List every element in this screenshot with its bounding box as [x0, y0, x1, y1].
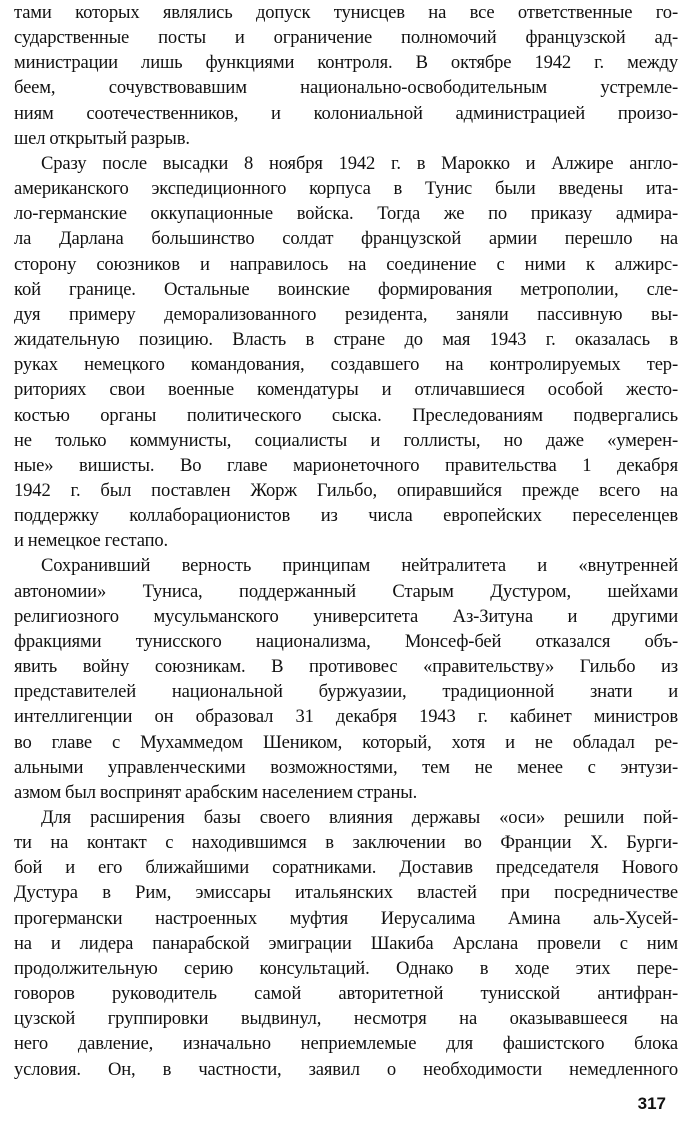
text-line: автономии» Туниса, поддержанный Старым Дустуром, шейхами: [14, 580, 678, 602]
text-line: сторону союзников и направилось на соединение с ними к алжирс-: [14, 253, 678, 275]
text-line: Для расширения базы своего влияния державы «оси» решили пой-: [41, 807, 678, 828]
text-line: прогермански настроенных муфтия Иерусалима Амина аль-Хусей-: [14, 907, 678, 929]
text-line: не только коммунисты, социалисты и голлисты, но даже «умерен-: [14, 429, 678, 451]
page-number: 317: [637, 1094, 666, 1113]
text-line: представителей национальной буржуазии, традиционной знати и: [14, 681, 678, 703]
text-line: жидательную позицию. Власть в стране до мая 1943 г. оказалась в: [14, 329, 678, 351]
text-line: Дустура в Рим, эмиссары итальянских властей при посредничестве: [14, 882, 678, 904]
text-line: и немецкое гестапо.: [14, 530, 169, 552]
text-line: продолжительную серию консультаций. Однако в ходе этих пере-: [14, 957, 678, 979]
text-line: явить войну союзникам. В противовес «правительству» Гильбо из: [14, 656, 678, 678]
text-line: шел открытый разрыв.: [14, 127, 190, 149]
book-page: [14, 0, 678, 1139]
text-line: ти на контакт с находившимся в заключении во Франции Х. Бурги-: [14, 832, 678, 854]
paragraph: [14, 151, 678, 554]
paragraph: [14, 0, 678, 151]
text-line: сударственные посты и ограничение полномочий французской ад-: [14, 27, 678, 49]
text-line: интеллигенции он образовал 31 декабря 1943 г. кабинет министров: [14, 706, 678, 728]
text-line: говоров руководитель самой авторитетной тунисской антифран-: [14, 983, 678, 1005]
text-line: ниям соотечественников, и колониальной администрацией произо-: [14, 102, 678, 124]
text-line: Сохранивший верность принципам нейтралитета и «внутренней: [41, 555, 678, 577]
page-text: [14, 0, 678, 1082]
text-line: дуя примеру деморализованного резидента, заняли пассивную вы-: [14, 303, 678, 325]
text-line: костью органы политического сыска. Преследованиям подвергались: [14, 404, 678, 426]
text-line: Сразу после высадки 8 ноября 1942 г. в Марокко и Алжире англо-: [41, 152, 678, 174]
text-line: азмом был воспринят арабским населением страны.: [14, 781, 418, 803]
text-line: бой и его ближайшими соратниками. Доставив председателя Нового: [14, 857, 678, 879]
text-line: фракциями тунисского национализма, Монсеф-бей отказался объ-: [14, 630, 678, 652]
text-line: религиозного мусульманского университета Аз-Зитуна и другими: [14, 605, 678, 627]
text-line: 1942 г. был поставлен Жорж Гильбо, опиравшийся прежде всего на: [14, 479, 678, 501]
text-line: ла Дарлана большинство солдат французской армии перешло на: [14, 228, 678, 250]
text-line: альными управленческими возможностями, тем не менее с энтузи-: [14, 756, 678, 778]
paragraph: [14, 805, 678, 1082]
text-line: риториях свои военные комендатуры и отличавшиеся особой жесто-: [14, 379, 678, 401]
text-line: на и лидера панарабской эмиграции Шакиба Арслана провели с ним: [14, 932, 678, 954]
text-line: условия. Он, в частности, заявил о необходимости немедленного: [14, 1058, 678, 1080]
paragraph: [14, 553, 678, 805]
text-line: во главе с Мухаммедом Шеником, который, хотя и не обладал ре-: [14, 731, 678, 753]
text-line: кой границе. Остальные воинские формирования метрополии, сле-: [14, 278, 678, 300]
text-line: беем, сочувствовавшим национально-освободительным устремле-: [14, 77, 678, 99]
text-line: цузской группировки выдвинул, несмотря на оказывавшееся на: [14, 1008, 678, 1030]
text-line: поддержку коллаборационистов из числа европейских переселенцев: [14, 505, 678, 527]
text-line: министрации лишь функциями контроля. В октябре 1942 г. между: [14, 52, 678, 74]
text-line: американского экспедиционного корпуса в Тунис были введены ита-: [14, 178, 678, 200]
text-line: него давление, изначально неприемлемые для фашистского блока: [14, 1033, 678, 1055]
text-line: ло-германские оккупационные войска. Тогда же по приказу адмира-: [14, 203, 678, 225]
text-line: руках немецкого командования, создавшего на контролируемых тер-: [14, 354, 678, 376]
text-line: ные» вишисты. Во главе марионеточного правительства 1 декабря: [14, 454, 678, 476]
text-line: тами которых являлись допуск тунисцев на все ответственные го-: [14, 2, 678, 23]
